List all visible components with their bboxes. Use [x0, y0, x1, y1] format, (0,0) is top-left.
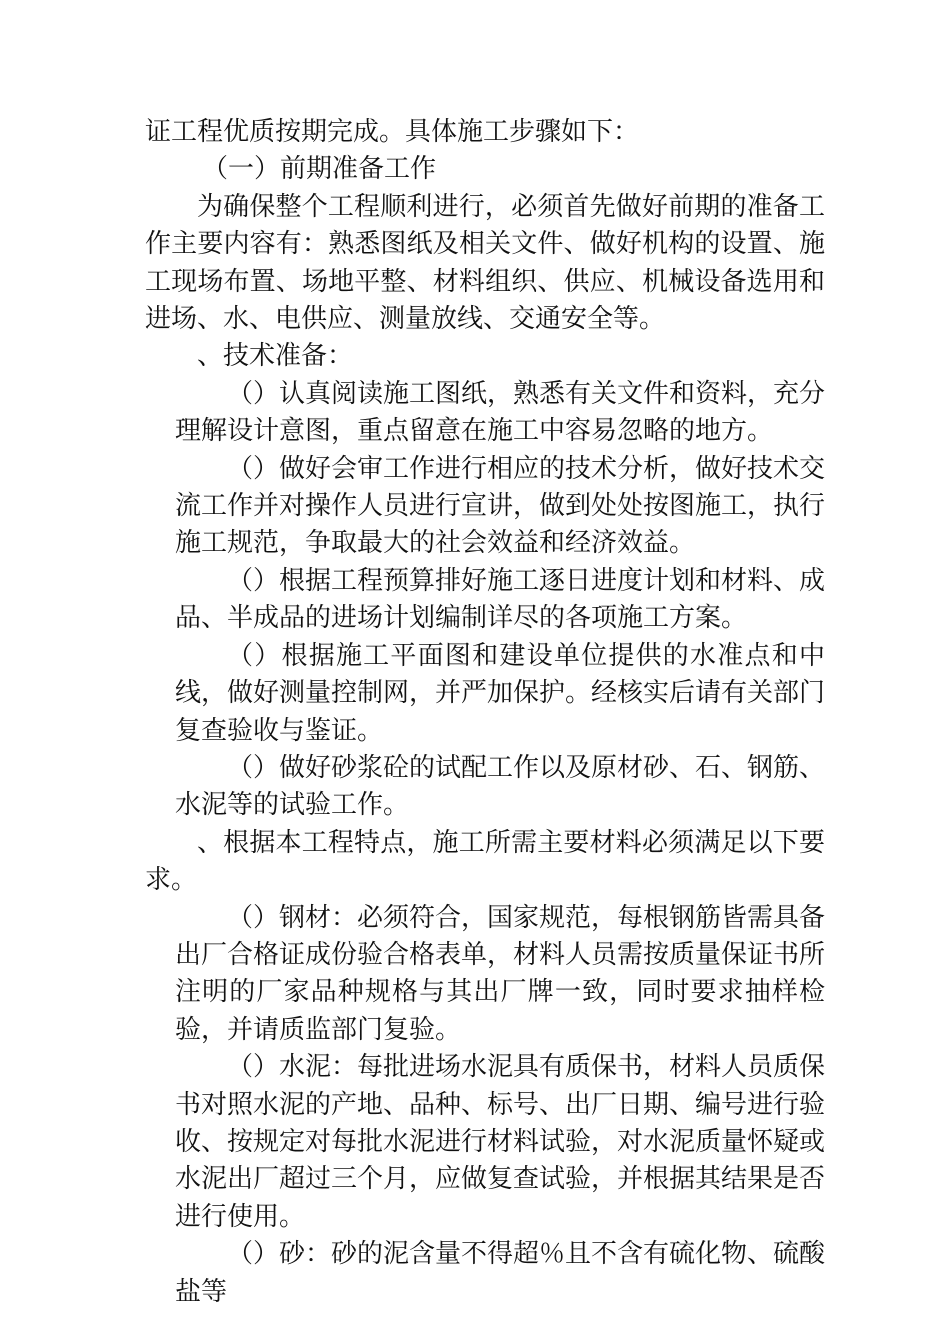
list-item: （）砂：砂的泥含量不得超％且不含有硫化物、硫酸盐等	[175, 1239, 826, 1307]
list-item: （）做好会审工作进行相应的技术分析，做好技术交流工作并对操作人员进行宣讲，做到处处按图施工，执行施工规范，争取最大的社会效益和经济效益。	[175, 453, 826, 559]
paragraph-continuation: 证工程优质按期完成。具体施工步骤如下：	[145, 117, 640, 147]
list-item: （）认真阅读施工图纸，熟悉有关文件和资料，充分理解设计意图，重点留意在施工中容易忽略的地方。	[175, 378, 826, 447]
subsection-heading: 、技术准备：	[197, 341, 354, 372]
section-heading: （一）前期准备工作	[202, 154, 437, 185]
list-item: （）水泥：每批进场水泥具有质保书，材料人员质保书对照水泥的产地、品种、标号、出厂日期、编号进行验收、按规定对每批水泥进行材料试验，对水泥质量怀疑或水泥出厂超过三个月，应做复查试验，并根据其结果是否进行使用。	[175, 1052, 826, 1232]
list-item: （）钢材：必须符合，国家规范，每根钢筋皆需具备出厂合格证成份验合格表单，材料人员需按质量保证书所注明的厂家品种规格与其出厂牌一致，同时要求抽样检验，并请质监部门复验。	[175, 902, 826, 1045]
paragraph: 为确保整个工程顺利进行，必须首先做好前期的准备工作主要内容有：熟悉图纸及相关文件、做好机构的设置、施工现场布置、场地平整、材料组织、供应、机械设备选用和进场、水、电供应、测量放线、交通安全等。	[145, 191, 825, 335]
list-item: （）根据工程预算排好施工逐日进度计划和材料、成品、半成品的进场计划编制详尽的各项施工方案。	[175, 565, 826, 634]
list-item: （）做好砂浆砼的试配工作以及原材砂、石、钢筋、水泥等的试验工作。	[175, 752, 826, 821]
document-body	[145, 114, 825, 1311]
list-item: （）根据施工平面图和建设单位提供的水准点和中线，做好测量控制网，并严加保护。经核实后请有关部门复查验收与鉴证。	[175, 640, 826, 746]
subsection-heading: 、根据本工程特点，施工所需主要材料必须满足以下要求。	[145, 827, 825, 896]
